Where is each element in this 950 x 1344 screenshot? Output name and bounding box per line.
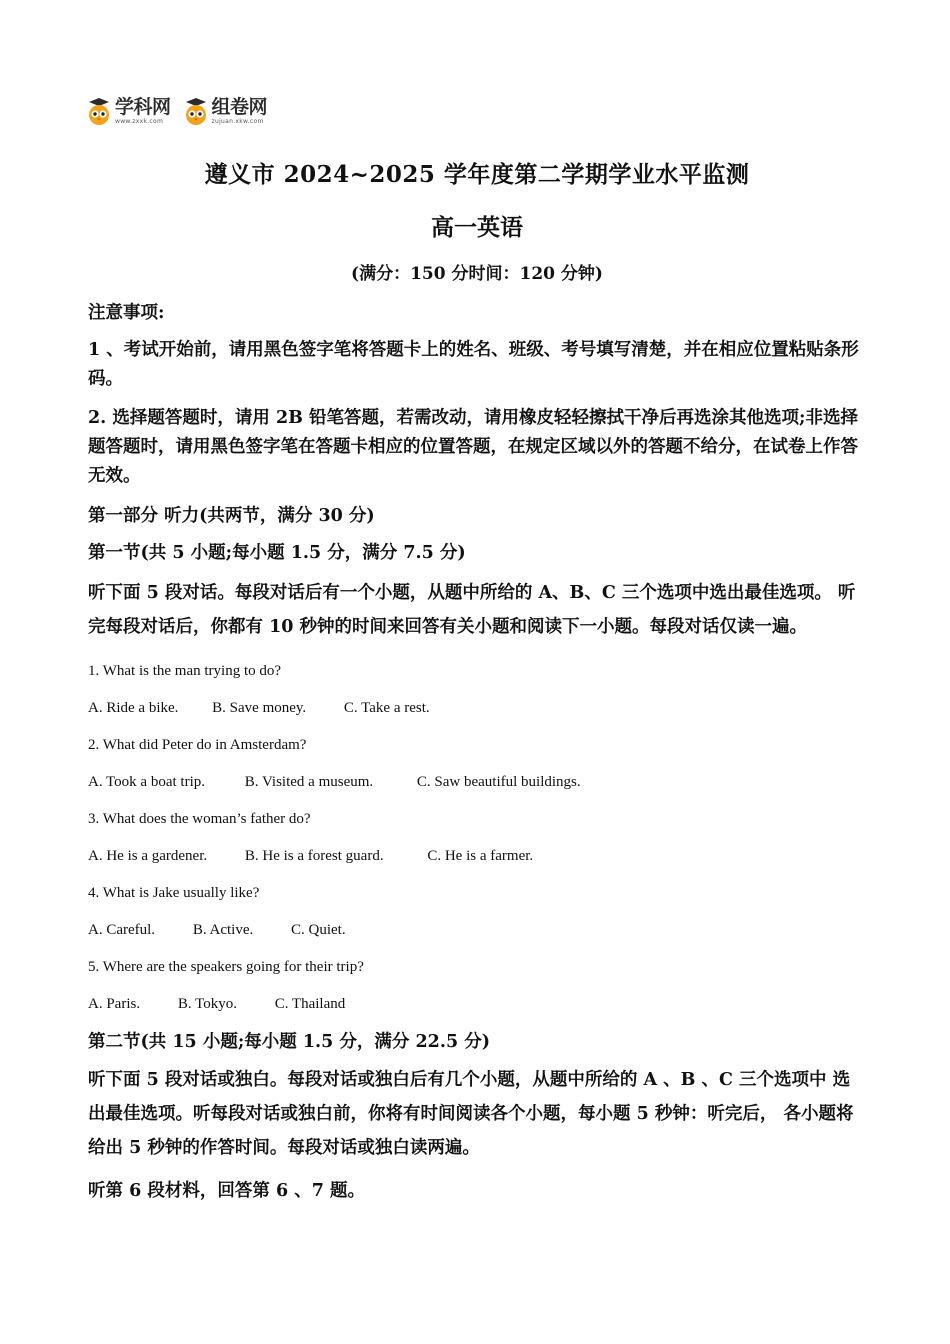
option-b: B. Visited a museum. — [244, 774, 374, 790]
option-c: C. Take a rest. — [343, 700, 430, 716]
option-a: A. He is a gardener. — [88, 848, 208, 864]
question-5-options — [88, 994, 866, 1014]
exam-title: 遵义市 2024~2025 学年度第二学期学业水平监测 — [204, 161, 750, 188]
zujuan-logo — [183, 96, 268, 126]
zxxk-logo-url: www.zxxk.com — [115, 117, 164, 125]
exam-score-time: (满分：150 分时间：120 分钟) — [351, 264, 603, 284]
question-3: 3. What does the woman’s father do? — [88, 811, 311, 827]
notes-item-2: 2. 选择题答题时，请用 2B 铅笔答题，若需改动，请用橡皮轻轻擦拭干净后再选涂其他选项;非选择题答题时，请用黑色签字笔在答题卡相应的位置答题，在规定区域以外的答题不给分，在试卷上作答无效。 — [88, 408, 858, 486]
exam-subject: 高一英语 — [431, 214, 523, 241]
zujuan-logo-name: 组卷网 — [211, 95, 268, 118]
option-a: A. Took a boat trip. — [88, 774, 205, 790]
option-b: B. Save money. — [212, 700, 307, 716]
notes-heading: 注意事项: — [88, 303, 165, 323]
exam-page — [88, 150, 866, 1206]
logo-bar — [86, 92, 267, 130]
zxxk-logo — [86, 96, 171, 126]
option-a: A. Ride a bike. — [88, 700, 179, 716]
owl-icon — [86, 96, 112, 126]
section1-heading: 第一节(共 5 小题;每小题 1.5 分，满分 7.5 分) — [88, 543, 466, 563]
question-4: 4. What is Jake usually like? — [88, 885, 260, 901]
option-b: B. Tokyo. — [177, 996, 237, 1012]
material-6-instruction: 听第 6 段材料，回答第 6 、7 题。 — [88, 1181, 365, 1201]
option-c: C. Saw beautiful buildings. — [416, 774, 581, 790]
question-3-options — [88, 846, 866, 866]
question-1-options — [88, 698, 866, 718]
zujuan-logo-url: zujuan.xkw.com — [211, 117, 264, 125]
section1-instructions: 听下面 5 段对话。每段对话后有一个小题，从题中所给的 A、B、C 三个选项中选出最佳选项。 听完每段对话后，你都有 10 秒钟的时间来回答有关小题和阅读下一小题。每段对话仅读一遍。 — [88, 583, 856, 637]
question-4-options — [88, 920, 866, 940]
option-c: C. He is a farmer. — [427, 848, 534, 864]
option-c: C. Thailand — [274, 996, 346, 1012]
zxxk-logo-name: 学科网 — [115, 95, 171, 118]
question-1: 1. What is the man trying to do? — [88, 663, 282, 679]
option-c: C. Quiet. — [290, 922, 346, 938]
owl-icon — [183, 96, 209, 126]
section2-instructions: 听下面 5 段对话或独白。每段对话或独白后有几个小题，从题中所给的 A 、B 、C 三个选项中 选出最佳选项。听每段对话或独白前，你将有时间阅读各个小题，每小题 5 秒钟：听完后， 各小题将给出 5 秒钟的作答时间。每段对话或独白读两遍。 — [88, 1070, 854, 1158]
notes-item-1: 1 、考试开始前，请用黑色签字笔将答题卡上的姓名、班级、考号填写清楚，并在相应位置粘贴条形码。 — [88, 340, 859, 389]
section2-heading: 第二节(共 15 小题;每小题 1.5 分，满分 22.5 分) — [88, 1032, 490, 1052]
question-2-options — [88, 772, 866, 792]
option-a: A. Paris. — [88, 996, 141, 1012]
option-b: B. Active. — [192, 922, 254, 938]
option-a: A. Careful. — [88, 922, 156, 938]
part1-heading: 第一部分 听力(共两节，满分 30 分) — [88, 506, 375, 526]
option-b: B. He is a forest guard. — [244, 848, 384, 864]
question-5: 5. Where are the speakers going for their trip? — [88, 959, 364, 975]
question-2: 2. What did Peter do in Amsterdam? — [88, 737, 307, 753]
